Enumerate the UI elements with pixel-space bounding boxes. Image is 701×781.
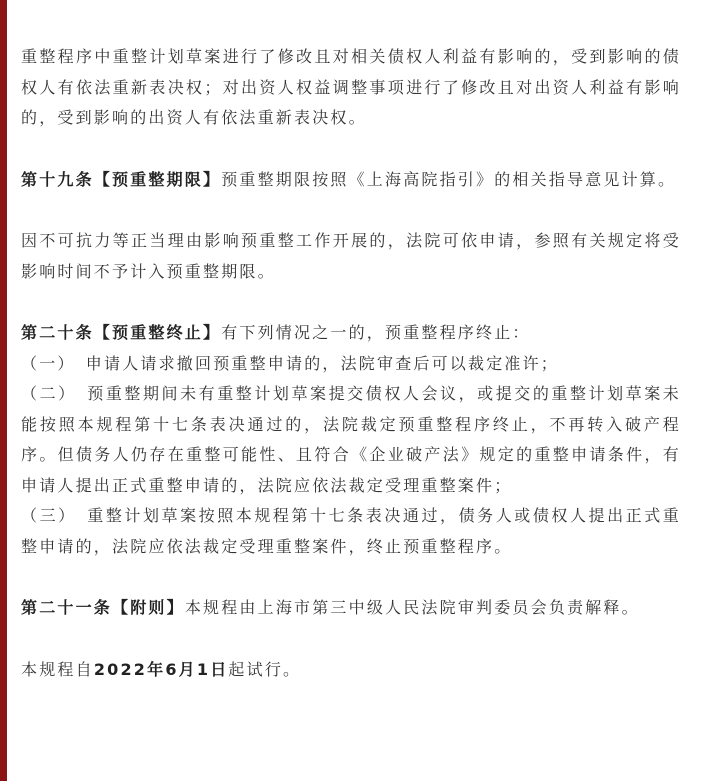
article-20-item-1: （一） 申请人请求撤回预重整申请的，法院审查后可以裁定准许； [21,353,560,373]
article-20-item-3: （三） 重整计划草案按照本规程第十七条表决通过，债务人或债权人提出正式重整申请的，法院应依法裁定受理重整案件，终止预重整程序。 [21,506,681,556]
paragraph-gap [21,195,681,226]
article-body [21,42,681,685]
article-19-title: 第十九条【预重整期限】 [21,169,222,189]
paragraph-gap [21,134,681,165]
article-20-item-2: （二） 预重整期间未有重整计划草案提交债权人会议，或提交的重整计划草案未能按照本规程第十七条表决通过的，法院裁定预重整程序终止，不再转入破产程序。但债务人仍存在重整可能性、且符合《企业破产法》规定的重整申请条件，有申请人提出正式重整申请的，法院应依法裁定受理重整案件； [21,384,681,495]
effective-date-suffix: 起试行。 [228,659,302,679]
article-21-title: 第二十一条【附则】 [21,598,185,617]
article-19-body: 预重整期限按照《上海高院指引》的相关指导意见计算。 [221,169,677,189]
article-19 [21,165,681,196]
paragraph-gap [21,624,681,655]
article-21 [21,593,681,624]
article-20-title: 第二十条【预重整终止】 [21,323,222,342]
paragraph-revote-rights: 重整程序中重整计划草案进行了修改且对相关债权人利益有影响的，受到影响的债权人有依法重新表决权；对出资人权益调整事项进行了修改且对出资人利益有影响的，受到影响的出资人有依法重新表决权。 [21,47,681,127]
effective-date: 2022年6月1日 [93,659,229,679]
effective-date-paragraph [21,655,681,686]
article-20 [21,318,681,349]
paragraph-force-majeure: 因不可抗力等正当理由影响预重整工作开展的，法院可依申请，参照有关规定将受影响时间不予计入预重整期限。 [21,231,681,281]
paragraph-gap [21,562,681,593]
effective-date-prefix: 本规程自 [21,659,94,679]
paragraph-gap [21,287,681,318]
article-21-body: 本规程由上海市第三中级人民法院审判委员会负责解释。 [184,598,640,617]
left-accent-bar [0,0,7,781]
article-20-body: 有下列情况之一的，预重整程序终止： [221,323,531,342]
